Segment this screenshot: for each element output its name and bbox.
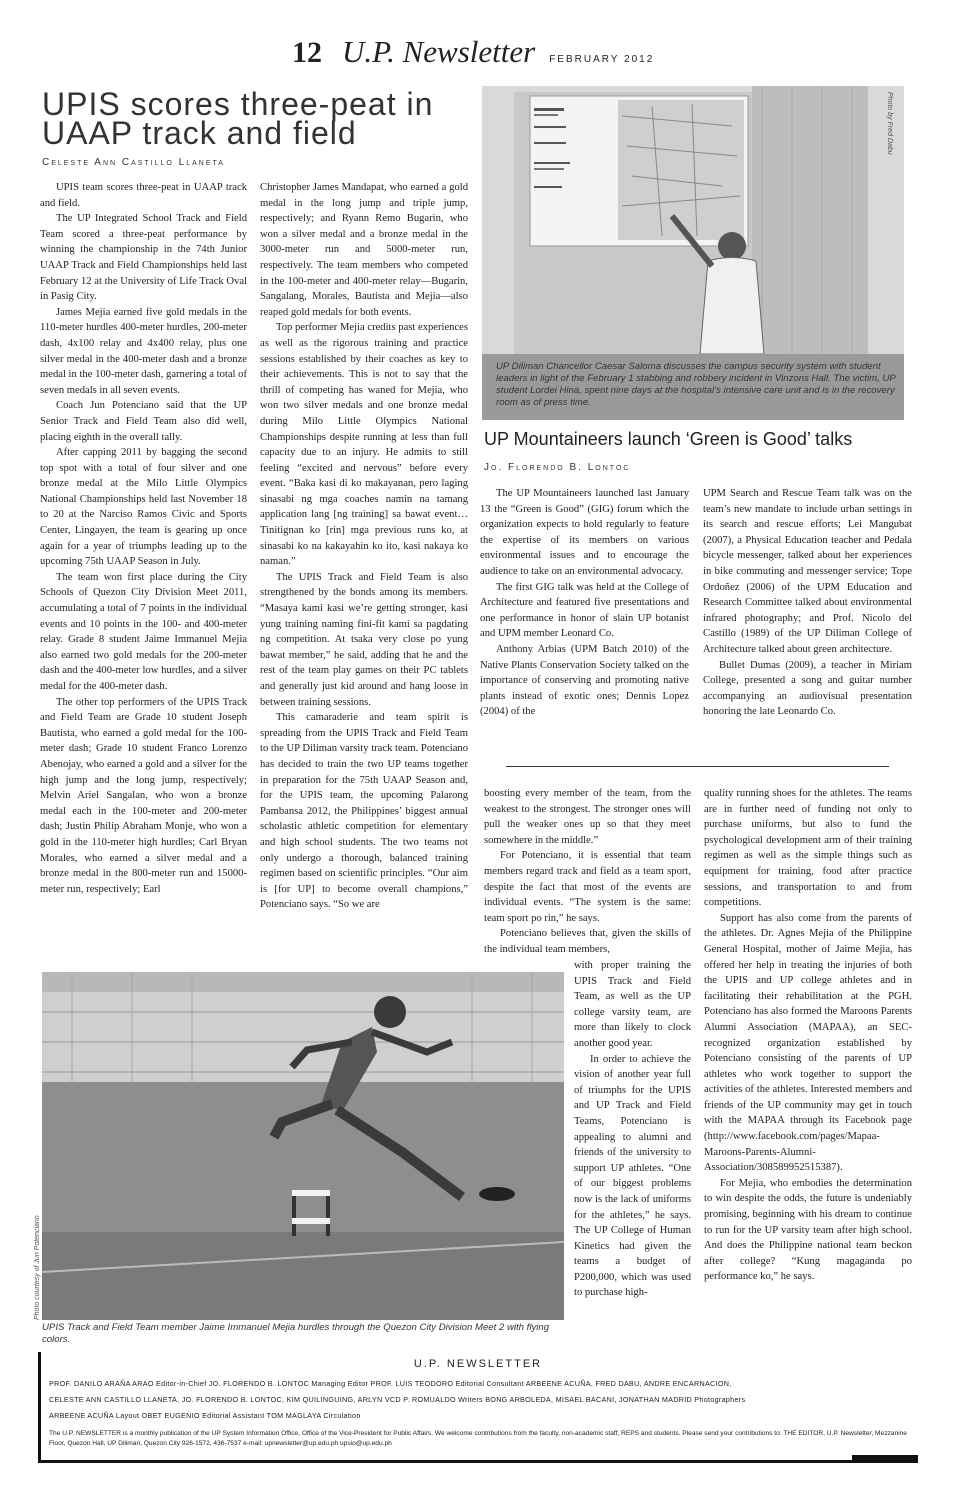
- article-headline: UPIS scores three-peat in UAAP track and field: [42, 86, 434, 151]
- paragraph: In order to achieve the vision of another year full of triumphs for the UPIS and UP Track and Field Teams, Potenciano is appealing to alumni and friends of the university to support UP athletes. “One of our biggest problems now is the lack of uniforms for the athletes,” he says. The UP College of Human Kinetics had given the teams a budget of P200,000, which was used to purchase high-: [574, 1053, 691, 1299]
- masthead-note: The U.P. NEWSLETTER is a monthly publication of the UP System Information Office, Office of the Vice-President for Public Affairs. We welcome contributions from the faculty, non-academic staff, REPS and students. Please send your contributions to: THE EDITOR, U.P. Newsletter, Mezzanine Floor, Quezon Hall, UP Diliman, Quezon City 926-1572, 436-7537 e-mail: upnewsletter@up.edu.ph upsio@up.edu.ph: [49, 1430, 907, 1447]
- divider: [506, 766, 889, 767]
- staff-line: CELESTE ANN CASTILLO LLANETA, JO. FLORENDO B. LONTOC, KIM QUILINGUING, ARLYN VCD P. ROMUALDO Writers BONG ARBOLEDA, MISAEL BACANI, JONATHAN MADRID Photographers: [49, 1395, 746, 1404]
- paragraph: UPM Search and Rescue Team talk was on the team’s new mandate to include urban settings in its search and rescue efforts; Lei Mangubat (2007), a Physical Education teacher and Pedala bicycle messenger, talked about her experiences in bike commuting and messenger service; Tope Ordoñez (2006) of the UPM Education and Research Committee talked about environmental infrared photography; and Prof. Nicolo del Castillo (1989) of the UP Diliman College of Architecture talked about green architecture.: [703, 488, 912, 655]
- paragraph: For Mejia, who embodies the determination to win despite the odds, the future is undeniably promising, beginning with his dream to continue to run for the UP varsity team after high school. And does the Philippine national team beckon after college? “Kung magaganda po performance ko,” he says.: [704, 1177, 912, 1283]
- corner-bar: [852, 1455, 918, 1463]
- photo-caption: UPIS Track and Field Team member Jaime Immanuel Mejia hurdles through the Quezon City Division Meet 2 with flying colors.: [42, 1322, 550, 1345]
- paragraph: The UP Integrated School Track and Field Team scored a three-peat performance by winning the championship in the 74th Junior UAAP Track and Field Championships held last February 12 at the University of Life Track Oval in Pasig City.: [40, 213, 247, 303]
- page-number: 12: [292, 36, 322, 69]
- paragraph: Coach Jun Potenciano said that the UP Senior Track and Field Team also did well, placing eighth in the overall tally.: [40, 400, 247, 443]
- paragraph: The UPIS Track and Field Team is also strengthened by the bonds among its members. “Masaya kami kasi we’re getting stronger, kasi yung training naming fini-fit kami sa pagdating ng competition. At tsaka very close po yung bawat member,” he said, adding that he and the rest of the team play games on their PC tablets and generally just kid around and hang loose in between training sessions.: [260, 571, 468, 708]
- staff-line: ARBEENE ACUÑA Layout OBET EUGENIO Editorial Assistant TOM MAGLAYA Circulation: [49, 1411, 361, 1420]
- issue-date: FEBRUARY 2012: [549, 54, 655, 65]
- article-column-4: [704, 786, 912, 1326]
- paragraph: Support has also come from the parents of the athletes. Dr. Agnes Mejia of the Philippine General Hospital, mother of Jaime Mejia, has offered her help in treating the injuries of both the UPIS and UP college athletes and in facilitating their rehabilitation at the PGH. Potenciano has also formed the Maroons Parents Alumni Association (MAPAA), an SEC-recognized organization established by Potenciano consisting of the parents of UP athletes who work together to support the activities of the athletes. Interested members and friends of the UP community may get in touch with the MAPAA through its Facebook page (http://www.facebook.com/pages/Mapaa-Maroons-Parents-Alumni-Association/308589952515387).: [704, 912, 912, 1174]
- paragraph: Anthony Arbias (UPM Batch 2010) of the Native Plants Conservation Society talked on the importance of conserving and promoting native plants instead of exotic ones; Dennis Lopez (2004) of the: [480, 643, 689, 718]
- paragraph: This camaraderie and team spirit is spreading from the UPIS Track and Field Team to the UP Diliman varsity track team. Potenciano has decided to train the two UP teams together in preparation for the 75th UAAP Season and, for the UPIS team, the upcoming Palarong Pambansa 2012, the Philippines’ biggest annual scholastic athletic competition for elementary and high school students. The two teams not only undergo a thorough, balanced training regimen based on scientific principles. “Our aim is [for UP] to become overall champions,” Potenciano says. “So we are: [260, 712, 468, 911]
- article2-byline: Jo. Florendo B. Lontoc: [484, 462, 631, 473]
- page-header: [292, 34, 654, 74]
- article2-column-2: [703, 486, 912, 746]
- article-column-3-wrap: [574, 958, 691, 1318]
- paragraph: The first GIG talk was held at the College of Architecture and featured five presentations and one performance in honor of slain UP botanist and UPM member Leonard Co.: [480, 581, 689, 640]
- paragraph: The team won first place during the City Schools of Quezon City Division Meet 2011, accumulating a total of 7 points in the individual events and 10 points in the 100- and 400-meter relay. Grade 8 student Jaime Immanuel Mejia also earned two gold medals for the 200-meter dash and the 400-meter low hurdles, and a silver medal for the 400-meter dash.: [40, 571, 247, 692]
- photo-credit: Photo courtesy of Jun Potenciano: [34, 1215, 41, 1320]
- photo-credit: Photo by Fred Dabu: [886, 92, 893, 155]
- article2-headline: UP Mountaineers launch ‘Green is Good’ talks: [484, 429, 853, 449]
- photo-hurdler: [42, 972, 564, 1320]
- paragraph: For Potenciano, it is essential that team members regard track and field as a team sport, despite the fact that most of the events are individual events. “The system is the same: team sport po rin,” he says.: [484, 850, 691, 924]
- newsletter-title: U.P. Newsletter: [342, 34, 536, 69]
- paragraph: After capping 2011 by bagging the second top spot with a total of four silver and one bronze medal at the Milo Little Olympics National Championships held last November 18 to 20 at the Narciso Ramos Civic and Sports Center, Lingayen, the team is gearing up once again for a year of triumphs leading up to the upcoming 75th UAAP Season in July.: [40, 447, 247, 568]
- article-column-3: [484, 786, 691, 964]
- paragraph: with proper training the UPIS Track and Field Team, as well as the UP college varsity team, are more than likely to clock another good year.: [574, 960, 691, 1049]
- paragraph: Bullet Dumas (2009), a teacher in Miriam College, presented a song and guitar number accompanying an audiovisual presentation honoring the late Leonardo Co.: [703, 659, 912, 718]
- staff-line: PROF. DANILO ARAÑA ARAO Editor-in-Chief JO. FLORENDO B. LONTOC Managing Editor PROF. LUIS TEODORO Editorial Consultant ARBEENE ACUÑA, FRED DABU, ANDRE ENCARNACION,: [49, 1379, 732, 1388]
- paragraph: Christopher James Mandapat, who earned a gold medal in the long jump and triple jump, respectively; and Ryann Remo Bugarin, who won a silver medal and a bronze medal in the 3000-meter run and 5000-meter run, respectively. The team members who competed in the 100-meter and 400-meter relay—Bugarin, Sangalang, Morales, Bautista and Mejia—also reaped gold medals for both events.: [260, 182, 468, 318]
- paragraph: Potenciano believes that, given the skills of the individual team members,: [484, 928, 691, 955]
- paragraph: boosting every member of the team, from the weakest to the strongest. The stronger ones will pull the weaker ones up so that they meet somewhere in the middle.”: [484, 788, 691, 846]
- paragraph: James Mejia earned five gold medals in the 110-meter hurdles 400-meter hurdles, 200-meter dash, 4x100 relay and 4x400 relay, plus one silver medal in the 400-meter dash and a bronze medal in the 100-meter dash, garnering a total of seven medals in all seven events.: [40, 306, 247, 396]
- paragraph: The UP Mountaineers launched last January 13 the “Green is Good” (GIG) forum which the organization expects to hold regularly to feature the expertise of its members on various environmental issues and to encourage the audience to take on an environmental advocacy.: [480, 488, 689, 577]
- photo-caption: UP Diliman Chancellor Caesar Saloma discusses the campus security system with student leaders in light of the February 1 stabbing and robbery incident in Vinzons Hall. The victim, UP student Lordei Hina, spent nine days at the hospital’s intensive care unit and is in the recovery room as of press time.: [496, 361, 896, 408]
- article-column-1: [40, 180, 247, 960]
- article2-column-1: [480, 486, 689, 746]
- masthead-staff: [49, 1376, 909, 1424]
- paragraph: UPIS team scores three-peat in UAAP track and field.: [40, 182, 247, 209]
- hurdler-photo-image: [42, 972, 564, 1320]
- paragraph: quality running shoes for the athletes. The teams are in further need of funding not only to purchase uniforms, but also to fund the psychological development arm of their training regimen as well as the simple things such as equipment for training, food after practice sessions, and transportation to and from competitions.: [704, 788, 912, 909]
- paragraph: Top performer Mejia credits past experiences as well as the rigorous training and practice sessions established by their coaches as key to their achievements. This is not to say that the thrill of competing has waned for Mejia, who won two silver medals and one bronze medal during Milo Little Olympics National Championships despite running at less than full capacity due to an injury. He admits to still feeling “excited and nervous” before every event. “Baka kasi di ko makayanan, pero laging sinasabi ng mga coaches namin na tamang application lang [ng training] sa bawat event… Tinitignan ko [rin] mga previous runs ko, at sinasabi ko na kakayahin ko ito, kasi nakaya ko naman.”: [260, 322, 468, 568]
- paragraph: The other top performers of the UPIS Track and Field Team are Grade 10 student Joseph Bautista, who earned a gold medal for the 100-meter dash; Grade 10 student Franco Lorenzo Abenojay, who earned a gold and a silver for the high jump and the long jump, respectively; Melvin Ariel Sangalan, who won a bronze medal each in the 100-meter and 200-meter dash; Justin Philip Abraham Monje, who won a gold in the 110-meter high hurdles; Carl Bryan Morales, who earned a silver medal and a bronze medal in the 800-meter run and 15000-meter run, respectively; Earl: [40, 696, 247, 895]
- masthead-title: U.P. NEWSLETTER: [413, 1358, 543, 1370]
- article-byline: Celeste Ann Castillo Llaneta: [42, 157, 225, 168]
- article-column-2: [260, 180, 468, 960]
- masthead: [38, 1352, 915, 1463]
